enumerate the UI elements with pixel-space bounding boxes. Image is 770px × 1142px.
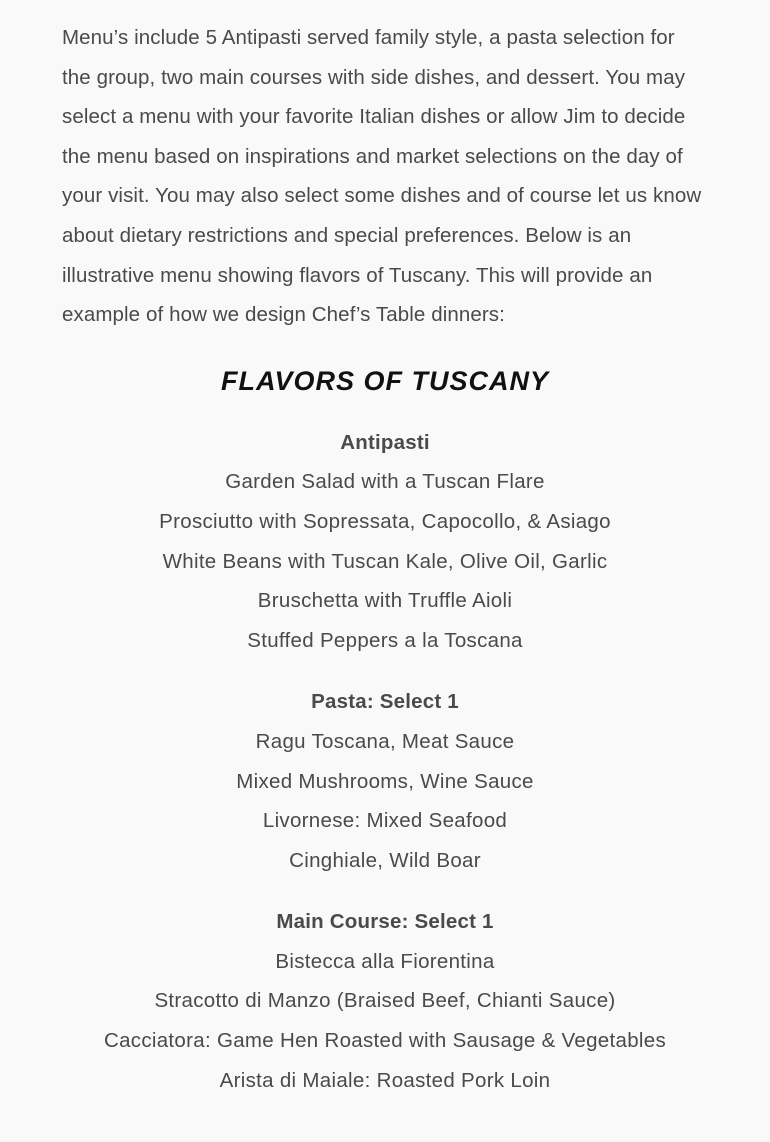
menu-item: Livornese: Mixed Seafood (262, 809, 508, 833)
menu-item: Cacciatora: Game Hen Roasted with Sausage & Vegetables (103, 1029, 667, 1053)
menu-item: Garden Salad with a Tuscan Flare (225, 470, 545, 494)
menu-item: Mixed Mushrooms, Wine Sauce (236, 769, 534, 793)
menu-title: FLAVORS OF TUSCANY (221, 365, 549, 396)
menu-section-pasta (62, 682, 708, 880)
section-heading: Pasta: Select 1 (311, 690, 459, 714)
menu-item: Arista di Maiale: Roasted Pork Loin (219, 1068, 551, 1092)
intro-paragraph: Menu’s include 5 Antipasti served family style, a pasta selection for the group, two main courses with side dishes, and dessert. You may select a menu with your favorite Italian dishes or allow Jim to decide the menu based on inspirations and market selections on the day of your visit. You may also select some dishes and of course let us know about dietary restrictions and special preferences. Below is an illustrative menu showing flavors of Tuscany. This will provide an example of how we design Chef’s Table dinners: (62, 26, 702, 327)
menu-item: Bistecca alla Fiorentina (275, 949, 495, 973)
menu-item: Stracotto di Manzo (Braised Beef, Chianti Sauce) (154, 989, 616, 1013)
menu-section-main-course (62, 902, 708, 1100)
menu-section-antipasti (62, 423, 708, 661)
section-heading: Main Course: Select 1 (276, 910, 494, 934)
menu-content (62, 18, 708, 1100)
menu-item: Ragu Toscana, Meat Sauce (255, 729, 515, 753)
menu-item: Cinghiale, Wild Boar (289, 848, 481, 872)
menu-item: Prosciutto with Sopressata, Capocollo, & Asiago (159, 509, 611, 533)
menu-item: White Beans with Tuscan Kale, Olive Oil, Garlic (162, 549, 608, 573)
menu-item: Stuffed Peppers a la Toscana (247, 628, 523, 652)
menu-item: Bruschetta with Truffle Aioli (257, 589, 513, 613)
section-heading: Antipasti (340, 430, 430, 454)
